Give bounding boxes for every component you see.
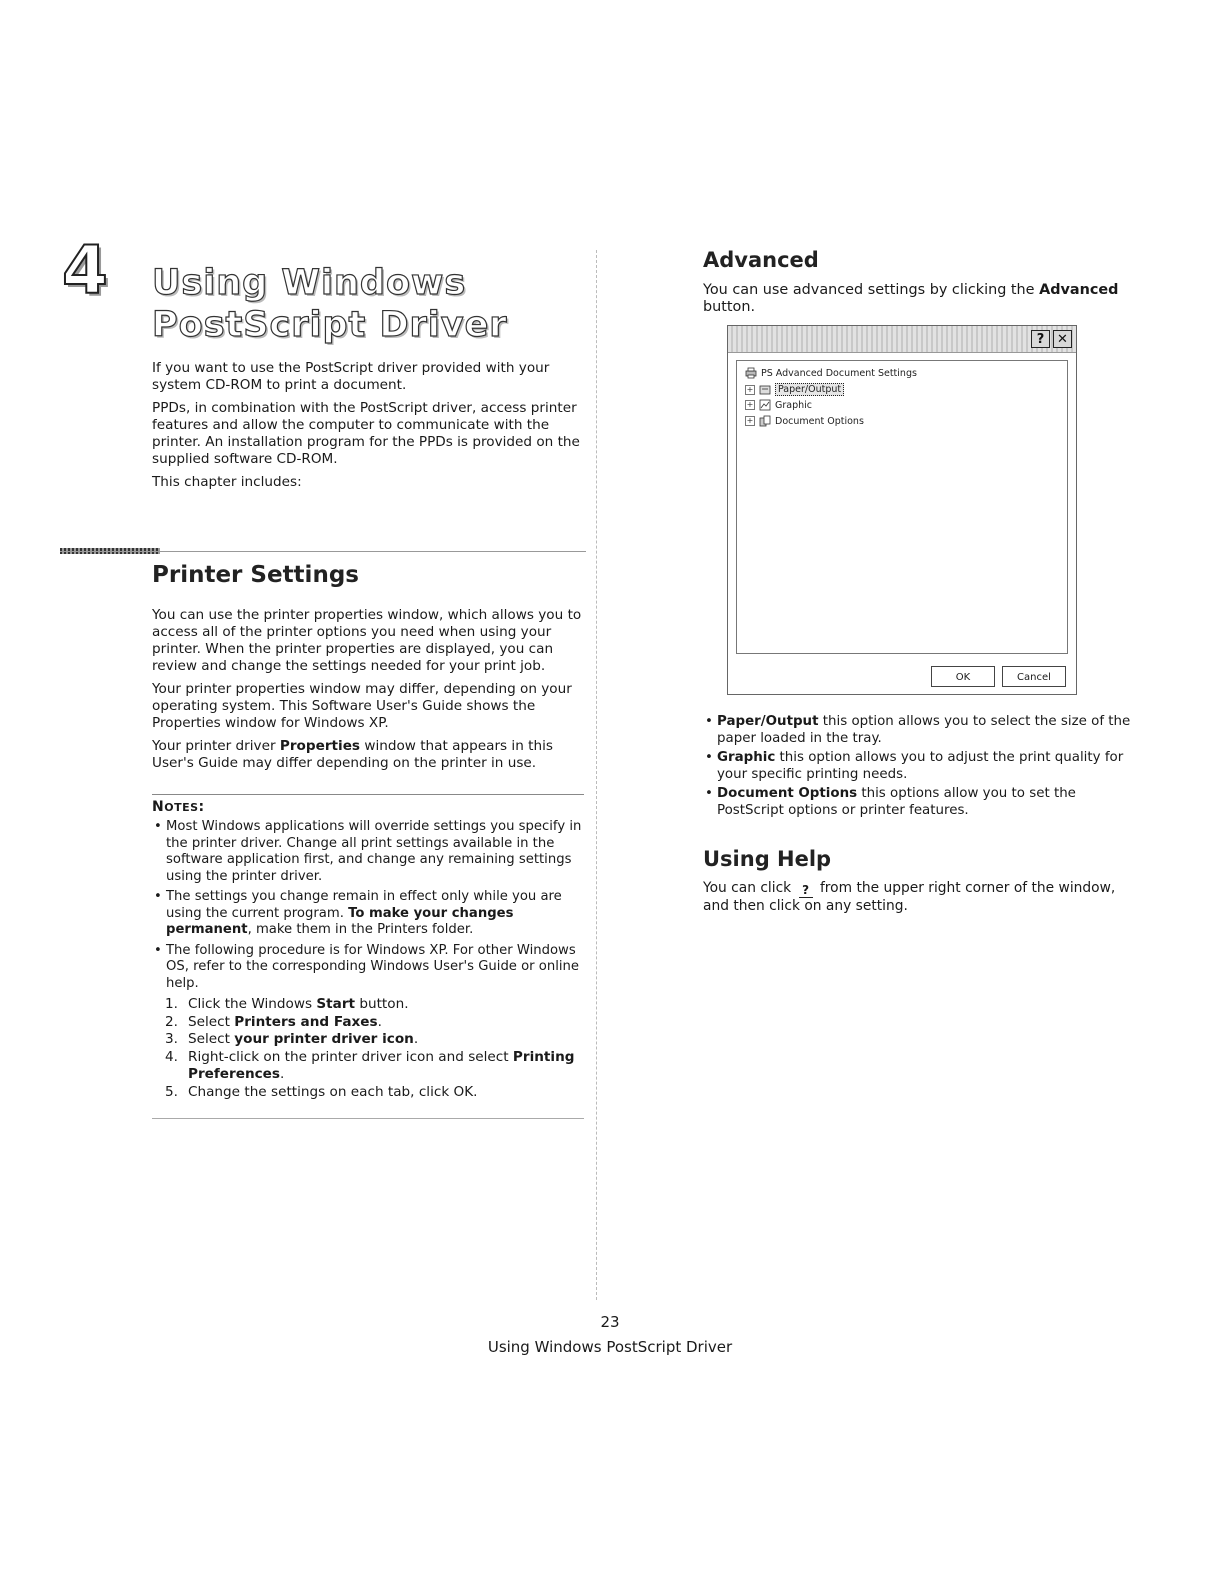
settings-tree <box>736 360 1068 654</box>
tree-item-paper-output[interactable] <box>745 383 844 396</box>
option-name: Graphic <box>717 750 776 765</box>
option-description: this options allow you to set the PostScript options or printer features. <box>717 786 1076 818</box>
close-button[interactable]: ✕ <box>1053 330 1072 348</box>
option-item <box>703 749 1135 783</box>
step-number: 4. <box>165 1048 178 1065</box>
printer-settings-paragraph-1: You can use the printer properties window, which allows you to access all of the printer options you need when using your printer. When the printer properties are displayed, you can review and change the settings needed for your print job. <box>152 607 582 674</box>
expand-icon[interactable]: + <box>746 416 754 425</box>
step-text-after: . <box>377 1013 382 1030</box>
document-options-icon <box>759 415 771 427</box>
ok-button[interactable]: OK <box>931 666 995 687</box>
step-text-before: Select <box>188 1031 235 1047</box>
step-text-after: . <box>280 1066 285 1082</box>
option-item <box>703 713 1135 747</box>
tree-item-label: Document Options <box>775 415 864 427</box>
intro-paragraph-3: This chapter includes: <box>152 474 302 490</box>
step-text-before: Click the Windows <box>188 996 317 1012</box>
page-number: 23 <box>600 1313 620 1331</box>
using-help-text <box>703 880 1135 915</box>
advanced-intro-bold: Advanced <box>1039 282 1119 298</box>
expand-icon[interactable]: + <box>746 400 754 409</box>
step-text-bold: Start <box>316 996 356 1012</box>
paper-output-icon <box>759 384 771 396</box>
step-text-before: Change the settings on each tab, click OK. <box>188 1083 478 1100</box>
option-name: Paper/Output <box>717 714 819 729</box>
running-title: Using Windows PostScript Driver <box>487 1338 733 1356</box>
option-item <box>703 785 1135 819</box>
option-description: this option allows you to adjust the print quality for your specific printing needs. <box>717 750 1124 782</box>
tree-item-document-options[interactable] <box>745 415 864 427</box>
expand-icon[interactable]: + <box>746 384 754 394</box>
step-text-bold: your printer driver icon <box>234 1031 414 1047</box>
chapter-title <box>152 262 582 346</box>
step-text-bold: Printers and Faxes <box>234 1013 378 1030</box>
column-divider <box>596 250 597 1300</box>
advanced-heading: Advanced <box>703 248 819 272</box>
section-divider <box>60 551 586 552</box>
step-item <box>152 996 584 1014</box>
help-icon: ? <box>799 883 813 898</box>
intro-paragraph-2: PPDs, in combination with the PostScript driver, access printer features and allow the computer to communicate with the printer. An installation program for the PPDs is provided on the supplied software CD-ROM. <box>152 400 580 467</box>
step-item <box>152 1084 584 1102</box>
help-button[interactable]: ? <box>1031 330 1050 348</box>
chapter-number: 4 <box>62 232 108 309</box>
step-text-after: . <box>413 1031 419 1047</box>
tree-item-graphic[interactable] <box>745 399 812 411</box>
tree-item-label: Graphic <box>775 399 813 411</box>
notes-title-first: N <box>152 799 165 815</box>
tree-item-label: Paper/Output <box>775 383 844 396</box>
note-2-after: , make them in the Printers folder. <box>247 922 474 937</box>
using-help-after: from the upper right corner of the window, and then click on any setting. <box>703 880 1116 914</box>
step-number: 1. <box>165 996 178 1012</box>
step-number: 3. <box>165 1031 178 1047</box>
printer-settings-body <box>152 607 584 778</box>
step-text-before: Right-click on the printer driver icon and select <box>188 1048 513 1065</box>
cancel-button[interactable]: Cancel <box>1002 666 1066 687</box>
chapter-title-line2: PostScript Driver <box>152 305 508 345</box>
note-2-bold: To make your changes permanent <box>166 905 514 937</box>
intro-paragraph-1: If you want to use the PostScript driver provided with your system CD-ROM to print a document. <box>152 360 550 393</box>
step-item <box>152 1049 584 1084</box>
notes-end-rule <box>152 1118 584 1119</box>
tree-root-label: PS Advanced Document Settings <box>761 367 917 379</box>
step-text-bold: Printing Preferences <box>188 1048 575 1082</box>
ps-p3-bold: Properties <box>279 738 361 754</box>
note-2-before: The settings you change remain in effect only while you are using the current program. <box>166 889 562 921</box>
step-number: 5. <box>165 1083 178 1100</box>
step-item <box>152 1031 584 1049</box>
advanced-options <box>703 713 1135 821</box>
option-description: this option allows you to select the size of the paper loaded in the tray. <box>717 714 1131 746</box>
notes-title <box>152 799 584 815</box>
step-text-after: button. <box>355 996 409 1012</box>
ps-p3-after: window that appears in this User's Guide may differ depending on the printer in use. <box>152 738 553 771</box>
intro-section <box>152 360 584 497</box>
steps-list <box>152 996 584 1101</box>
advanced-intro-after: button. <box>703 299 756 315</box>
advanced-intro-before: You can use advanced settings by clicking the <box>703 282 1040 298</box>
printer-settings-paragraph-3 <box>152 738 584 772</box>
notes-title-colon: : <box>198 799 205 815</box>
option-name: Document Options <box>717 786 858 801</box>
dialog-titlebar <box>728 326 1076 353</box>
note-item: • Most Windows applications will override settings you specify in the printer driver. Change all print settings available in the software application first, and change any remaining settings using the printer driver. <box>152 819 584 885</box>
graphic-icon <box>759 399 771 411</box>
step-number: 2. <box>165 1013 178 1030</box>
note-item: • The following procedure is for Windows XP. For other Windows OS, refer to the corresponding Windows User's Guide or online help. <box>152 943 584 993</box>
advanced-intro <box>703 282 1133 316</box>
printer-settings-paragraph-2: Your printer properties window may differ, depending on your operating system. This Software User's Guide shows the Properties window for Windows XP. <box>152 681 572 731</box>
tree-root[interactable] <box>745 367 917 379</box>
notes-box <box>152 794 584 1101</box>
note-item <box>152 889 584 939</box>
notes-title-rest: OTES <box>164 801 199 814</box>
ps-p3-before: Your printer driver <box>152 738 280 754</box>
using-help-before: You can click <box>703 880 796 896</box>
notes-list <box>152 819 584 992</box>
advanced-options-list <box>703 713 1135 819</box>
step-item <box>152 1014 584 1032</box>
chapter-title-line1: Using Windows <box>152 263 467 303</box>
printer-settings-heading: Printer Settings <box>152 562 359 588</box>
step-text-before: Select <box>188 1013 235 1030</box>
using-help-heading: Using Help <box>703 847 832 871</box>
advanced-settings-dialog <box>727 325 1077 695</box>
printer-settings-icon <box>745 367 757 379</box>
